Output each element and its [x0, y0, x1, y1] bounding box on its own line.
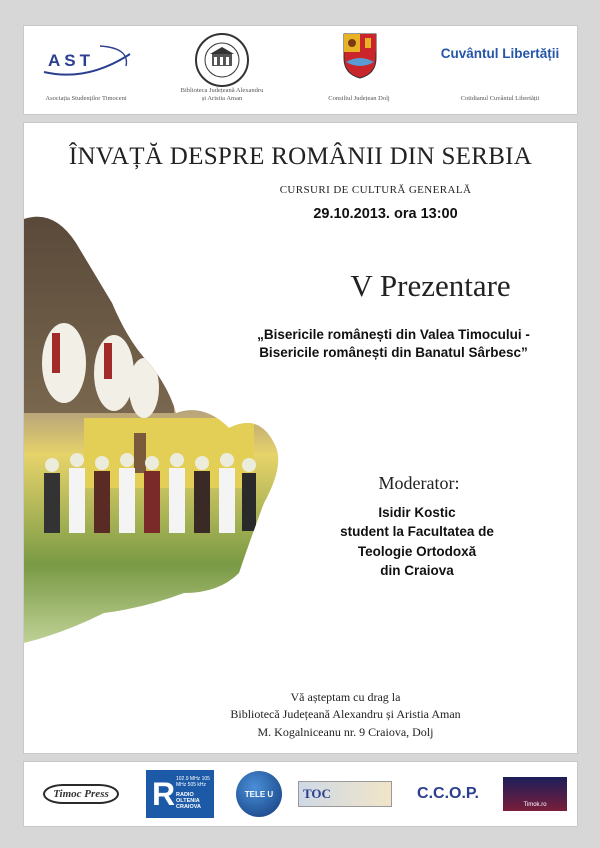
moderator-detail-line: student la Facultatea de — [340, 524, 494, 540]
timok-logo — [502, 770, 568, 818]
topic-line: „Bisericile românești din Valea Timocului - — [257, 327, 530, 342]
sponsor-ast — [32, 26, 140, 114]
coat-of-arms-icon — [342, 32, 378, 80]
radio-name: RADIO OLTENIA CRAIOVA — [176, 792, 201, 811]
timoc-press-logo-text: Timoc Press — [43, 784, 119, 804]
moderator-name: Isidir Kostic — [378, 505, 456, 520]
moderator-detail-line: Teologie Ortodoxă — [357, 543, 477, 559]
ccop-logo — [402, 770, 494, 818]
sponsor-caption: Cotidianul Cuvântul Libertății — [460, 94, 540, 102]
newspaper-logo-text: Cuvântul Libertății — [440, 46, 560, 61]
sponsor-newspaper — [430, 26, 570, 114]
timoc-press-logo — [36, 770, 126, 818]
toc-logo-text: TOC — [303, 786, 331, 801]
ccop-logo-text: C.C.O.P. — [417, 785, 479, 802]
sponsor-county-council — [304, 26, 414, 114]
moderator-label: Moderator: — [378, 473, 460, 493]
footer-line: Vă așteptam cu drag la — [290, 690, 401, 704]
presentation-topic — [224, 326, 563, 362]
topic-line: Bisericile românești din Banatul Sârbesc” — [259, 345, 528, 361]
timok-logo-text: Timok.ro — [523, 802, 547, 808]
moderator-details — [286, 503, 548, 580]
sponsor-caption: Biblioteca Județeană Alexandru și Aristia Aman — [180, 87, 264, 102]
radio-r-icon: R — [152, 776, 176, 812]
bottom-sponsor-bar — [24, 762, 577, 826]
ast-logo-text: AST — [48, 51, 94, 70]
serbia-map-photo-collage — [24, 213, 294, 653]
ast-logo-icon — [40, 42, 134, 82]
footer-line: Bibliotecă Județeană Alexandru și Aristia Aman — [230, 707, 461, 722]
poster-subtitle: CURSURI DE CULTURĂ GENERALĂ — [279, 184, 472, 196]
invitation-footer — [114, 689, 577, 741]
radio-oltenia-logo — [146, 770, 214, 818]
sponsor-caption: Consiliul Județean Dolj — [328, 94, 390, 102]
event-datetime: 29.10.2013. ora 13:00 — [313, 206, 458, 222]
top-sponsor-bar — [24, 26, 577, 114]
poster-title: ÎNVAȚĂ DESPRE ROMÂNII DIN SERBIA — [68, 143, 533, 170]
footer-line: M. Kogalniceanu nr. 9 Craiova, Dolj — [257, 724, 434, 739]
sponsor-caption: Asociația Studenților Timoceni — [45, 94, 127, 102]
library-seal-icon — [194, 32, 250, 88]
tele-u-logo-text: TELE U — [244, 789, 274, 799]
moderator-detail-line: din Craiova — [380, 562, 454, 578]
presentation-heading: V Prezentare — [350, 268, 511, 303]
poster — [24, 123, 577, 753]
sponsor-library — [172, 26, 272, 114]
tele-u-logo — [234, 770, 284, 818]
radio-frequencies: 102.9 MHz 105 MHz 505 kHz — [176, 776, 210, 788]
toc-logo — [296, 770, 394, 818]
